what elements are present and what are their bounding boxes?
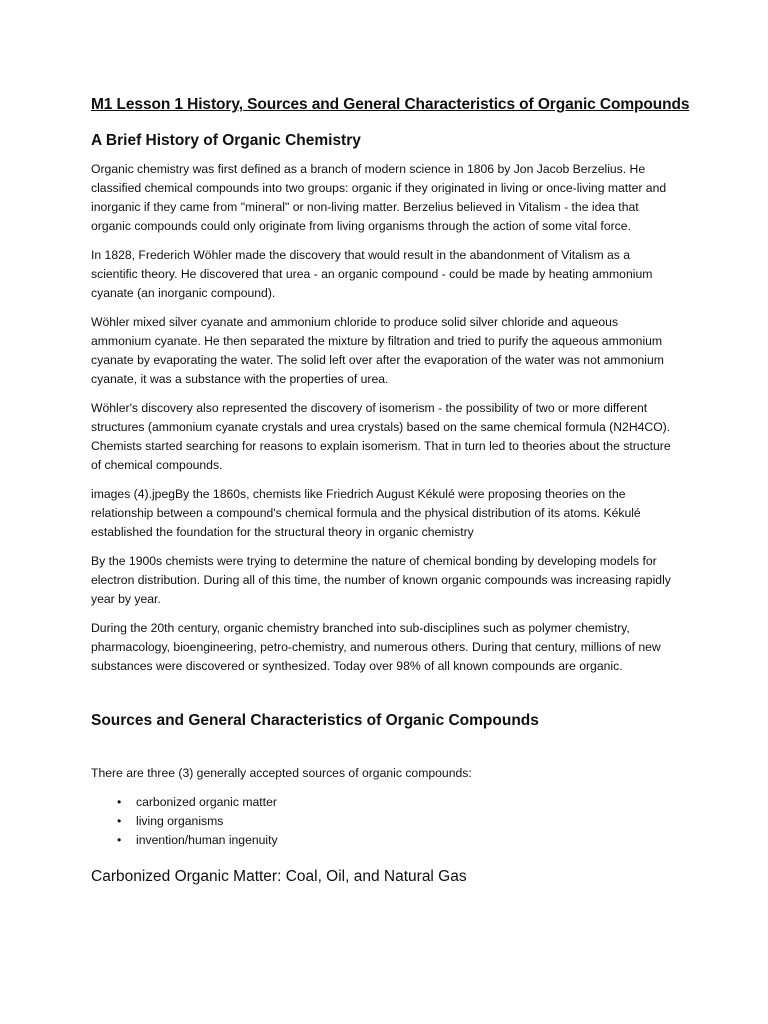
carbonized-heading: Carbonized Organic Matter: Coal, Oil, and Natural Gas (91, 868, 467, 885)
paragraph-wohler-experiment: Wöhler mixed silver cyanate and ammonium chloride to produce solid silver chloride and aqueous ammonium cyanate. He then separated the mixture by filtration and tried to purify the aqueous ammonium cyanate by evaporating the water. The solid left over after the evaporation of the water was not ammonium cyanate, it was a substance with the properties of urea. (91, 315, 664, 386)
section-spacer (91, 686, 680, 710)
bullet-icon: • (117, 833, 122, 847)
bullet-icon: • (117, 795, 122, 809)
paragraph-1900s: By the 1900s chemists were trying to determine the nature of chemical bonding by developing models for electron distribution. During all of this time, the number of known organic compounds was increasing rapidly year by year. (91, 554, 671, 606)
paragraph-kekule: images (4).jpegBy the 1860s, chemists like Friedrich August Kékulé were proposing theories on the relationship between a compound's chemical formula and the physical distribution of its atoms. Kékulé established the foundation for the structural theory in organic chemistry (91, 487, 641, 539)
history-heading: A Brief History of Organic Chemistry (91, 132, 361, 149)
bullet-icon: • (117, 814, 122, 828)
list-item-text: living organisms (136, 814, 224, 828)
list-item (117, 831, 680, 850)
paragraph-20th-century: During the 20th century, organic chemistry branched into sub-disciplines such as polymer chemistry, pharmacology, bioengineering, petro-chemistry, and numerous others. During that century, millions of new substances were discovered or synthesized. Today over 98% of all known compounds are organic. (91, 621, 661, 673)
sources-intro: There are three (3) generally accepted sources of organic compounds: (91, 766, 472, 780)
paragraph-isomerism: Wöhler's discovery also represented the discovery of isomerism - the possibility of two or more different structures (ammonium cyanate crystals and urea crystals) based on the same chemical formula (N2H4CO). Chemists started searching for reasons to explain isomerism. That in turn led to theories about the structure of chemical compounds. (91, 401, 671, 472)
list-item (117, 793, 680, 812)
paragraph-berzelius: Organic chemistry was first defined as a branch of modern science in 1806 by Jon Jacob Berzelius. He classified chemical compounds into two groups: organic if they originated in living or once-living matter and inorganic if they came from "mineral" or non-living matter. Berzelius believed in Vitalism - the idea that organic compounds could only originate from living organisms through the action of some vital force. (91, 162, 667, 233)
document-title: M1 Lesson 1 History, Sources and General Characteristics of Organic Compounds (91, 96, 690, 113)
list-item (117, 812, 680, 831)
list-item-text: invention/human ingenuity (136, 833, 278, 847)
list-item-text: carbonized organic matter (136, 795, 277, 809)
paragraph-wohler-1828: In 1828, Frederich Wöhler made the discovery that would result in the abandonment of Vitalism as a scientific theory. He discovered that urea - an organic compound - could be made by heating ammonium cyanate (an inorganic compound). (91, 248, 653, 300)
sources-heading: Sources and General Characteristics of Organic Compounds (91, 712, 539, 729)
sources-list (91, 793, 680, 850)
